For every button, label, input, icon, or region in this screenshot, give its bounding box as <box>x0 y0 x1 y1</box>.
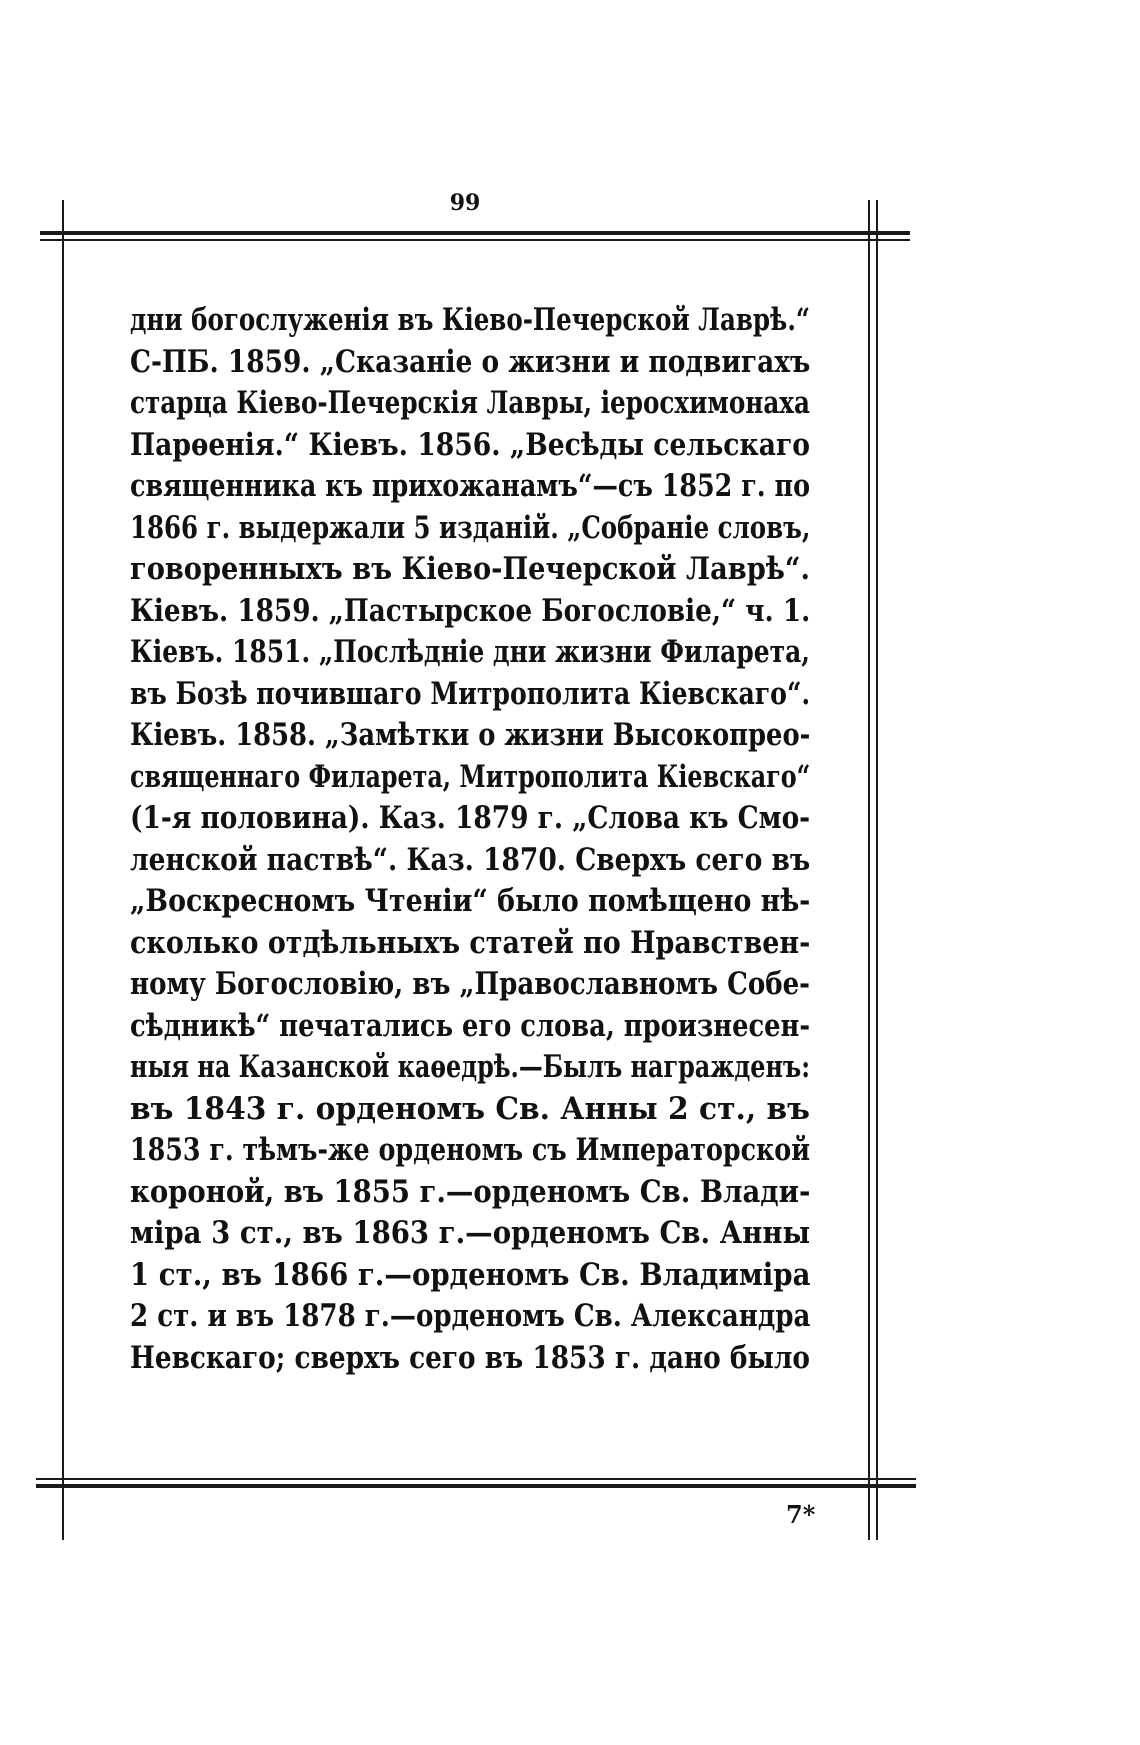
header-rule-thin <box>40 239 910 241</box>
text-line: сколько отдѣльныхъ статей по Нравствен- <box>130 924 811 961</box>
frame-left-rule <box>62 200 64 1540</box>
text-line: въ Бозѣ почившаго Митрополита Кіевскаго“. <box>130 675 811 712</box>
page-number: 99 <box>449 190 481 216</box>
text-line: 1 ст., въ 1866 г.—орденомъ Св. Владиміра <box>130 1256 811 1293</box>
text-line: дни богослуженія въ Кіево-Печерской Лаврѣ.“ <box>130 302 810 338</box>
text-line: Кіевъ. 1858. „Замѣтки о жизни Высокопрео- <box>130 717 811 753</box>
text-line: Невскаго; сверхъ сего въ 1853 г. дано было <box>130 1339 810 1376</box>
text-line: ному Богословію, въ „Православномъ Собе- <box>130 966 810 1002</box>
header-rule-thick <box>40 231 910 235</box>
text-line: міра 3 ст., въ 1863 г.—орденомъ Св. Анны <box>130 1215 811 1251</box>
text-line: 1866 г. выдержали 5 изданій. „Собраніе словъ, <box>130 509 811 546</box>
text-line: говоренныхъ въ Кіево-Печерской Лаврѣ“. <box>130 551 811 587</box>
text-line: Парѳенія.“ Кіевъ. 1856. „Весѣды сельскаго <box>130 426 811 463</box>
text-line: 1853 г. тѣмъ-же орденомъ съ Императорской <box>130 1132 810 1168</box>
text-line: въ 1843 г. орденомъ Св. Анны 2 ст., въ <box>130 1090 810 1127</box>
text-line: Кіевъ. 1859. „Пастырское Богословіе,“ ч. 1. <box>130 592 811 629</box>
text-line: священнаго Филарета, Митрополита Кіевскаго“ <box>130 758 811 795</box>
text-line: Кіевъ. 1851. „Послѣдніе дни жизни Филарета, <box>130 634 811 670</box>
frame-right-rule-outer <box>876 200 878 1540</box>
frame-right-rule-inner <box>868 200 870 1540</box>
text-line: священника къ прихожанамъ“—съ 1852 г. по <box>130 468 811 504</box>
text-line: „Воскресномъ Чтеніи“ было помѣщено нѣ- <box>130 883 811 919</box>
printer-signature-mark: 7* <box>786 1500 816 1529</box>
footer-rule-thick <box>36 1484 916 1488</box>
text-line: (1-я половина). Каз. 1879 г. „Слова къ Смо- <box>130 800 811 836</box>
text-line: короной, въ 1855 г.—орденомъ Св. Влади- <box>130 1173 811 1210</box>
text-line: ныя на Казанской каѳедрѣ.—Былъ награжденъ: <box>130 1049 811 1085</box>
body-text <box>130 300 810 1379</box>
text-line: 2 ст. и въ 1878 г.—орденомъ Св. Александра <box>130 1298 811 1334</box>
text-line: ленской паствѣ“. Каз. 1870. Сверхъ сего въ <box>130 841 811 878</box>
text-line: сѣдникѣ“ печатались его слова, произнесен- <box>130 1007 811 1044</box>
text-line: старца Кіево-Печерскія Лавры, іеросхимонаха <box>130 385 810 421</box>
footer-rule-thin <box>36 1478 916 1480</box>
text-line: С-ПБ. 1859. „Сказаніе о жизни и подвигахъ <box>130 343 811 380</box>
